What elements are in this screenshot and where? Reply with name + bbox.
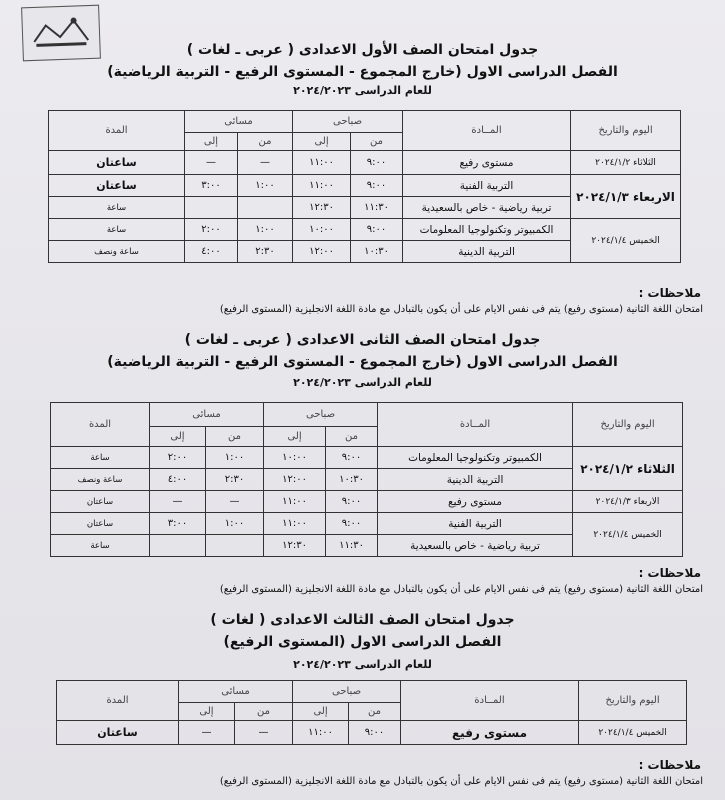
morning-from-cell: ٩:٠٠ [326, 513, 378, 535]
duration-cell: ساعتان [51, 513, 150, 535]
notes-heading: ملاحظات : [638, 566, 701, 580]
header-morning: صباحى [264, 403, 378, 427]
evening-from-cell: — [238, 151, 293, 175]
table3-subtitle: الفصل الدراسى الاول (المستوى الرفيع) [223, 634, 502, 650]
morning-from-cell: ١١:٣٠ [326, 535, 378, 557]
header-subject: المــادة [378, 403, 573, 447]
evening-from-cell: ٢:٣٠ [238, 241, 293, 263]
morning-from-cell: ٩:٠٠ [326, 491, 378, 513]
morning-from-cell: ٩:٠٠ [351, 219, 403, 241]
table-row [51, 447, 683, 469]
table-row [51, 513, 683, 535]
day-cell: الخميس ٢٠٢٤/١/٤ [579, 721, 687, 745]
morning-to-cell: ١٢:٣٠ [264, 535, 326, 557]
duration-cell: ساعتان [49, 175, 185, 197]
morning-to-cell: ١١:٠٠ [293, 151, 351, 175]
evening-from-cell: ١:٠٠ [238, 175, 293, 197]
subject-cell: الكمبيوتر وتكنولوجيا المعلومات [403, 219, 571, 241]
duration-cell: ساعة [51, 535, 150, 557]
table-row [51, 491, 683, 513]
evening-to-cell: ٣:٠٠ [150, 513, 206, 535]
notes-text: امتحان اللغة الثانية (مستوى رفيع) يتم فى نفس الايام على أن يكون بالتبادل مع مادة اللغة الانجليزية (المستوى الرفيع) [219, 584, 703, 595]
header-from: من [351, 133, 403, 151]
evening-from-cell: ١:٠٠ [206, 447, 264, 469]
evening-to-cell: ٤:٠٠ [185, 241, 238, 263]
subject-cell: مستوى رفيع [403, 151, 571, 175]
morning-to-cell: ١١:٠٠ [264, 513, 326, 535]
header-subject: المــادة [403, 111, 571, 151]
table-row [49, 151, 681, 175]
morning-from-cell: ٩:٠٠ [351, 175, 403, 197]
header-to: إلى [264, 427, 326, 447]
morning-from-cell: ٩:٠٠ [351, 151, 403, 175]
morning-to-cell: ١٢:٠٠ [264, 469, 326, 491]
morning-from-cell: ١١:٣٠ [351, 197, 403, 219]
table2-subtitle: الفصل الدراسى الاول (خارج المجموع - المستوى الرفيع - التربية الرياضية) [107, 354, 618, 370]
header-subject: المــادة [401, 681, 579, 721]
duration-cell: ساعة ونصف [51, 469, 150, 491]
evening-to-cell: — [150, 491, 206, 513]
header-to: إلى [150, 427, 206, 447]
header-day: اليوم والتاريخ [571, 111, 681, 151]
morning-to-cell: ١١:٠٠ [293, 721, 349, 745]
table-row [49, 219, 681, 241]
header-evening: مسائى [150, 403, 264, 427]
morning-to-cell: ١٠:٠٠ [293, 219, 351, 241]
table2-title: جدول امتحان الصف الثانى الاعدادى ( عربى ـ لغات ) [184, 332, 541, 348]
duration-cell: ساعة [49, 219, 185, 241]
evening-to-cell [185, 197, 238, 219]
evening-from-cell [238, 197, 293, 219]
morning-to-cell: ١١:٠٠ [264, 491, 326, 513]
evening-from-cell: — [235, 721, 293, 745]
table-row [57, 721, 687, 745]
day-cell: الاربعاء ٢٠٢٤/١/٣ [573, 491, 683, 513]
table3-year: للعام الدراسى ٢٠٢٤/٢٠٢٣ [293, 658, 432, 671]
header-duration: المدة [57, 681, 179, 721]
notes-text: امتحان اللغة الثانية (مستوى رفيع) يتم فى نفس الايام على أن يكون بالتبادل مع مادة اللغة الانجليزية (المستوى الرفيع) [219, 776, 703, 787]
duration-cell: ساعتان [57, 721, 179, 745]
evening-from-cell: ٢:٣٠ [206, 469, 264, 491]
duration-cell: ساعة [49, 197, 185, 219]
subject-cell: التربية الفنية [378, 513, 573, 535]
header-from: من [238, 133, 293, 151]
header-morning: صباحى [293, 681, 401, 703]
header-duration: المدة [49, 111, 185, 151]
notes-heading: ملاحظات : [638, 758, 701, 772]
duration-cell: ساعتان [51, 491, 150, 513]
morning-to-cell: ١٢:٣٠ [293, 197, 351, 219]
header-from: من [349, 703, 401, 721]
subject-cell: التربية الفنية [403, 175, 571, 197]
header-day: اليوم والتاريخ [573, 403, 683, 447]
header-morning: صباحى [293, 111, 403, 133]
table1-subtitle: الفصل الدراسى الاول (خارج المجموع - المستوى الرفيع - التربية الرياضية) [107, 64, 618, 80]
evening-from-cell [206, 535, 264, 557]
evening-from-cell: ١:٠٠ [206, 513, 264, 535]
subject-cell: تربية رياضية - خاص بالسعيدية [403, 197, 571, 219]
morning-from-cell: ٩:٠٠ [349, 721, 401, 745]
header-to: إلى [179, 703, 235, 721]
header-evening: مسائى [179, 681, 293, 703]
morning-to-cell: ١٢:٠٠ [293, 241, 351, 263]
duration-cell: ساعة ونصف [49, 241, 185, 263]
table1-year: للعام الدراسى ٢٠٢٤/٢٠٢٣ [293, 84, 432, 97]
morning-to-cell: ١٠:٠٠ [264, 447, 326, 469]
morning-to-cell: ١١:٠٠ [293, 175, 351, 197]
table2-year: للعام الدراسى ٢٠٢٤/٢٠٢٣ [293, 376, 432, 389]
morning-from-cell: ١٠:٣٠ [326, 469, 378, 491]
subject-cell: تربية رياضية - خاص بالسعيدية [378, 535, 573, 557]
header-day: اليوم والتاريخ [579, 681, 687, 721]
header-from: من [206, 427, 264, 447]
exam-table-grade1 [48, 110, 681, 263]
day-cell: الثلاثاء ٢٠٢٤/١/٢ [571, 151, 681, 175]
duration-cell: ساعتان [49, 151, 185, 175]
notes-text: امتحان اللغة الثانية (مستوى رفيع) يتم فى نفس الايام على أن يكون بالتبادل مع مادة اللغة الانجليزية (المستوى الرفيع) [219, 304, 703, 315]
table1-title: جدول امتحان الصف الأول الاعدادى ( عربى ـ لغات ) [186, 42, 539, 58]
subject-cell: الكمبيوتر وتكنولوجيا المعلومات [378, 447, 573, 469]
evening-to-cell: — [185, 151, 238, 175]
day-cell: الخميس ٢٠٢٤/١/٤ [573, 513, 683, 557]
subject-cell: مستوى رفيع [401, 721, 579, 745]
evening-to-cell: — [179, 721, 235, 745]
table-row [49, 175, 681, 197]
day-cell: الاربعاء ٢٠٢٤/١/٣ [571, 175, 681, 219]
header-evening: مسائى [185, 111, 293, 133]
subject-cell: مستوى رفيع [378, 491, 573, 513]
exam-table-grade2 [50, 402, 683, 557]
evening-from-cell: ١:٠٠ [238, 219, 293, 241]
day-cell: الثلاثاء ٢٠٢٤/١/٢ [573, 447, 683, 491]
evening-to-cell: ٣:٠٠ [185, 175, 238, 197]
evening-to-cell [150, 535, 206, 557]
day-cell: الخميس ٢٠٢٤/١/٤ [571, 219, 681, 263]
evening-to-cell: ٤:٠٠ [150, 469, 206, 491]
header-duration: المدة [51, 403, 150, 447]
subject-cell: التربية الدينية [378, 469, 573, 491]
duration-cell: ساعة [51, 447, 150, 469]
morning-from-cell: ١٠:٣٠ [351, 241, 403, 263]
evening-to-cell: ٢:٠٠ [185, 219, 238, 241]
header-from: من [326, 427, 378, 447]
evening-to-cell: ٢:٠٠ [150, 447, 206, 469]
header-from: من [235, 703, 293, 721]
table3-title: جدول امتحان الصف الثالث الاعدادى ( لغات ) [210, 612, 515, 628]
morning-from-cell: ٩:٠٠ [326, 447, 378, 469]
header-to: إلى [293, 703, 349, 721]
exam-table-grade3 [56, 680, 687, 745]
header-to: إلى [185, 133, 238, 151]
notes-heading: ملاحظات : [638, 286, 701, 300]
header-to: إلى [293, 133, 351, 151]
subject-cell: التربية الدينية [403, 241, 571, 263]
evening-from-cell: — [206, 491, 264, 513]
